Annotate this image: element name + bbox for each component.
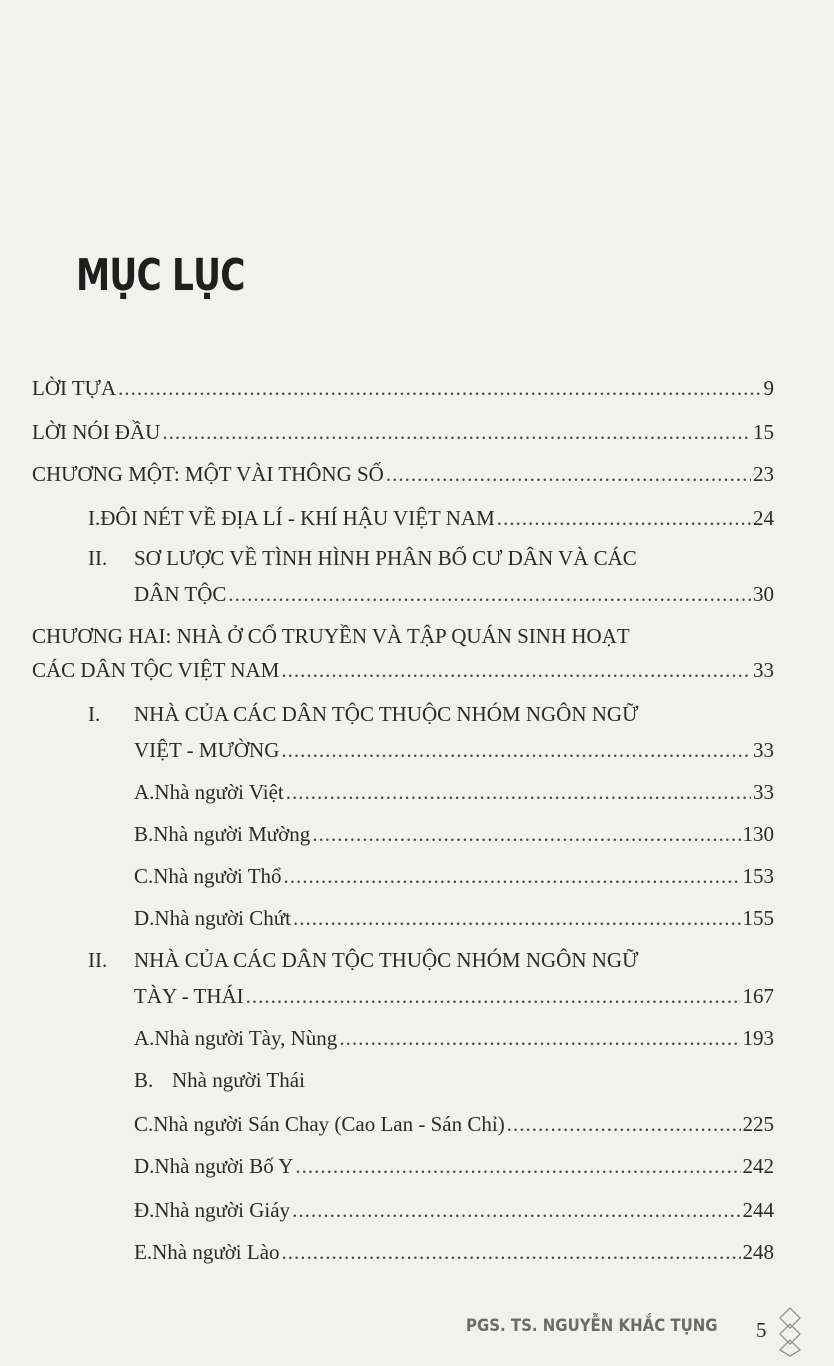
toc-entry-label: Nhà người Chứt <box>154 906 291 930</box>
toc-entry-c2-ii-b <box>134 1068 305 1092</box>
toc-entry-label: ĐÔI NÉT VỀ ĐỊA LÍ - KHÍ HẬU VIỆT NAM <box>100 506 495 530</box>
toc-entry-number: A. <box>134 1026 155 1050</box>
toc-entry-label: Nhà người Giáy <box>154 1198 291 1222</box>
toc-entry-label: Nhà người Mường <box>153 822 311 846</box>
toc-entry-label: TÀY - THÁI <box>134 984 244 1008</box>
toc-entry-page: 9 <box>763 376 774 400</box>
toc-entry-c2-ii-e <box>134 1240 774 1264</box>
toc-entry-page: 33 <box>753 738 774 762</box>
toc-leader-dots <box>293 906 741 930</box>
toc-entry-c2-ii-dd <box>134 1198 774 1222</box>
toc-leader-dots <box>162 420 751 444</box>
toc-entry-number: I. <box>88 506 101 530</box>
toc-entry-page: 248 <box>742 1240 774 1264</box>
toc-leader-dots <box>286 780 751 804</box>
toc-entry-c2-i-line1 <box>88 702 638 726</box>
toc-leader-dots <box>281 658 751 682</box>
toc-leader-dots <box>507 1112 741 1136</box>
toc-leader-dots <box>282 1240 741 1264</box>
toc-entry-label: Nhà người Sán Chay (Cao Lan - Sán Chỉ) <box>153 1112 505 1136</box>
toc-entry-number: C. <box>134 1112 154 1136</box>
toc-entry-page: 225 <box>742 1112 774 1136</box>
toc-leader-dots <box>284 864 741 888</box>
toc-entry-c2-i-c <box>134 864 774 888</box>
toc-entry-label: LỜI TỰA <box>32 376 117 400</box>
toc-entry-c1-ii-line2 <box>134 582 774 606</box>
toc-leader-dots <box>497 506 751 530</box>
toc-leader-dots <box>339 1026 740 1050</box>
toc-entry-c2-i-line2 <box>134 738 774 762</box>
toc-entry-label: VIỆT - MƯỜNG <box>134 738 280 762</box>
toc-entry-number: A. <box>134 780 155 804</box>
toc-entry-chuong-mot <box>32 462 774 486</box>
toc-entry-number: D. <box>134 906 155 930</box>
toc-entry-page: 242 <box>742 1154 774 1178</box>
toc-entry-number: C. <box>134 864 154 888</box>
toc-entry-c2-i-b <box>134 822 774 846</box>
toc-leader-dots <box>281 738 751 762</box>
toc-entry-c2-i-a <box>134 780 774 804</box>
toc-entry-label: Nhà người Bố Y <box>154 1154 294 1178</box>
toc-entry-page: 23 <box>753 462 774 486</box>
toc-leader-dots <box>295 1154 740 1178</box>
toc-entry-label: NHÀ CỦA CÁC DÂN TỘC THUỘC NHÓM NGÔN NGỮ <box>134 702 639 726</box>
toc-entry-label: DÂN TỘC <box>134 582 227 606</box>
toc-entry-number: II. <box>88 546 108 570</box>
toc-entry-page: 244 <box>742 1198 774 1222</box>
toc-entry-c1-i <box>88 506 774 530</box>
toc-entry-number: D. <box>134 1154 155 1178</box>
toc-entry-c2-ii-a <box>134 1026 774 1050</box>
toc-entry-number: B. <box>134 822 154 846</box>
toc-entry-c1-ii-line1 <box>88 546 637 570</box>
toc-entry-chuong-hai-line2 <box>32 658 774 682</box>
footer-author: PGS. TS. NGUYỄN KHẮC TỤNG <box>466 1316 718 1336</box>
toc-entry-label: Nhà người Tày, Nùng <box>154 1026 338 1050</box>
toc-leader-dots <box>228 582 751 606</box>
page-title: MỤC LỤC <box>76 250 245 301</box>
toc-entry-label: Nhà người Việt <box>154 780 284 804</box>
toc-entry-number: Đ. <box>134 1198 155 1222</box>
toc-entry-label: Nhà người Thổ <box>153 864 282 888</box>
toc-entry-chuong-hai-line1: CHƯƠNG HAI: NHÀ Ở CỔ TRUYỀN VÀ TẬP QUÁN SINH HOẠT <box>32 624 630 648</box>
toc-entry-number: E. <box>134 1240 153 1264</box>
toc-entry-page: 30 <box>753 582 774 606</box>
toc-leader-dots <box>246 984 741 1008</box>
toc-entry-c2-ii-line2 <box>134 984 774 1008</box>
toc-entry-loi-tua <box>32 376 774 400</box>
toc-entry-c2-ii-line1 <box>88 948 638 972</box>
footer-page-number: 5 <box>756 1318 767 1342</box>
toc-entry-label: Nhà người Lào <box>152 1240 280 1264</box>
toc-entry-number: B. <box>134 1068 154 1092</box>
toc-entry-label: NHÀ CỦA CÁC DÂN TỘC THUỘC NHÓM NGÔN NGỮ <box>134 948 639 972</box>
toc-entry-label: CHƯƠNG MỘT: MỘT VÀI THÔNG SỐ <box>32 462 384 486</box>
toc-entry-page: 15 <box>753 420 774 444</box>
toc-entry-page: 193 <box>742 1026 774 1050</box>
toc-leader-dots <box>312 822 740 846</box>
toc-entry-label: Nhà người Thái <box>172 1068 305 1092</box>
toc-entry-page: 153 <box>742 864 774 888</box>
toc-entry-number: II. <box>88 948 108 972</box>
toc-leader-dots <box>386 462 751 486</box>
toc-entry-page: 130 <box>742 822 774 846</box>
diamond-ornament-icon <box>770 1306 810 1358</box>
toc-leader-dots <box>292 1198 740 1222</box>
toc-entry-label: CÁC DÂN TỘC VIỆT NAM <box>32 658 280 682</box>
toc-entry-number: I. <box>88 702 101 726</box>
toc-entry-label: LỜI NÓI ĐẦU <box>32 420 161 444</box>
toc-entry-label: SƠ LƯỢC VỀ TÌNH HÌNH PHÂN BỐ CƯ DÂN VÀ CÁC <box>134 546 637 570</box>
toc-entry-page: 33 <box>753 658 774 682</box>
toc-entry-loi-noi-dau <box>32 420 774 444</box>
toc-entry-page: 24 <box>753 506 774 530</box>
toc-entry-page: 33 <box>753 780 774 804</box>
toc-entry-c2-ii-c <box>134 1112 774 1136</box>
toc-leader-dots <box>118 376 761 400</box>
toc-entry-c2-ii-d <box>134 1154 774 1178</box>
toc-entry-c2-i-d <box>134 906 774 930</box>
toc-entry-page: 155 <box>742 906 774 930</box>
toc-entry-page: 167 <box>742 984 774 1008</box>
